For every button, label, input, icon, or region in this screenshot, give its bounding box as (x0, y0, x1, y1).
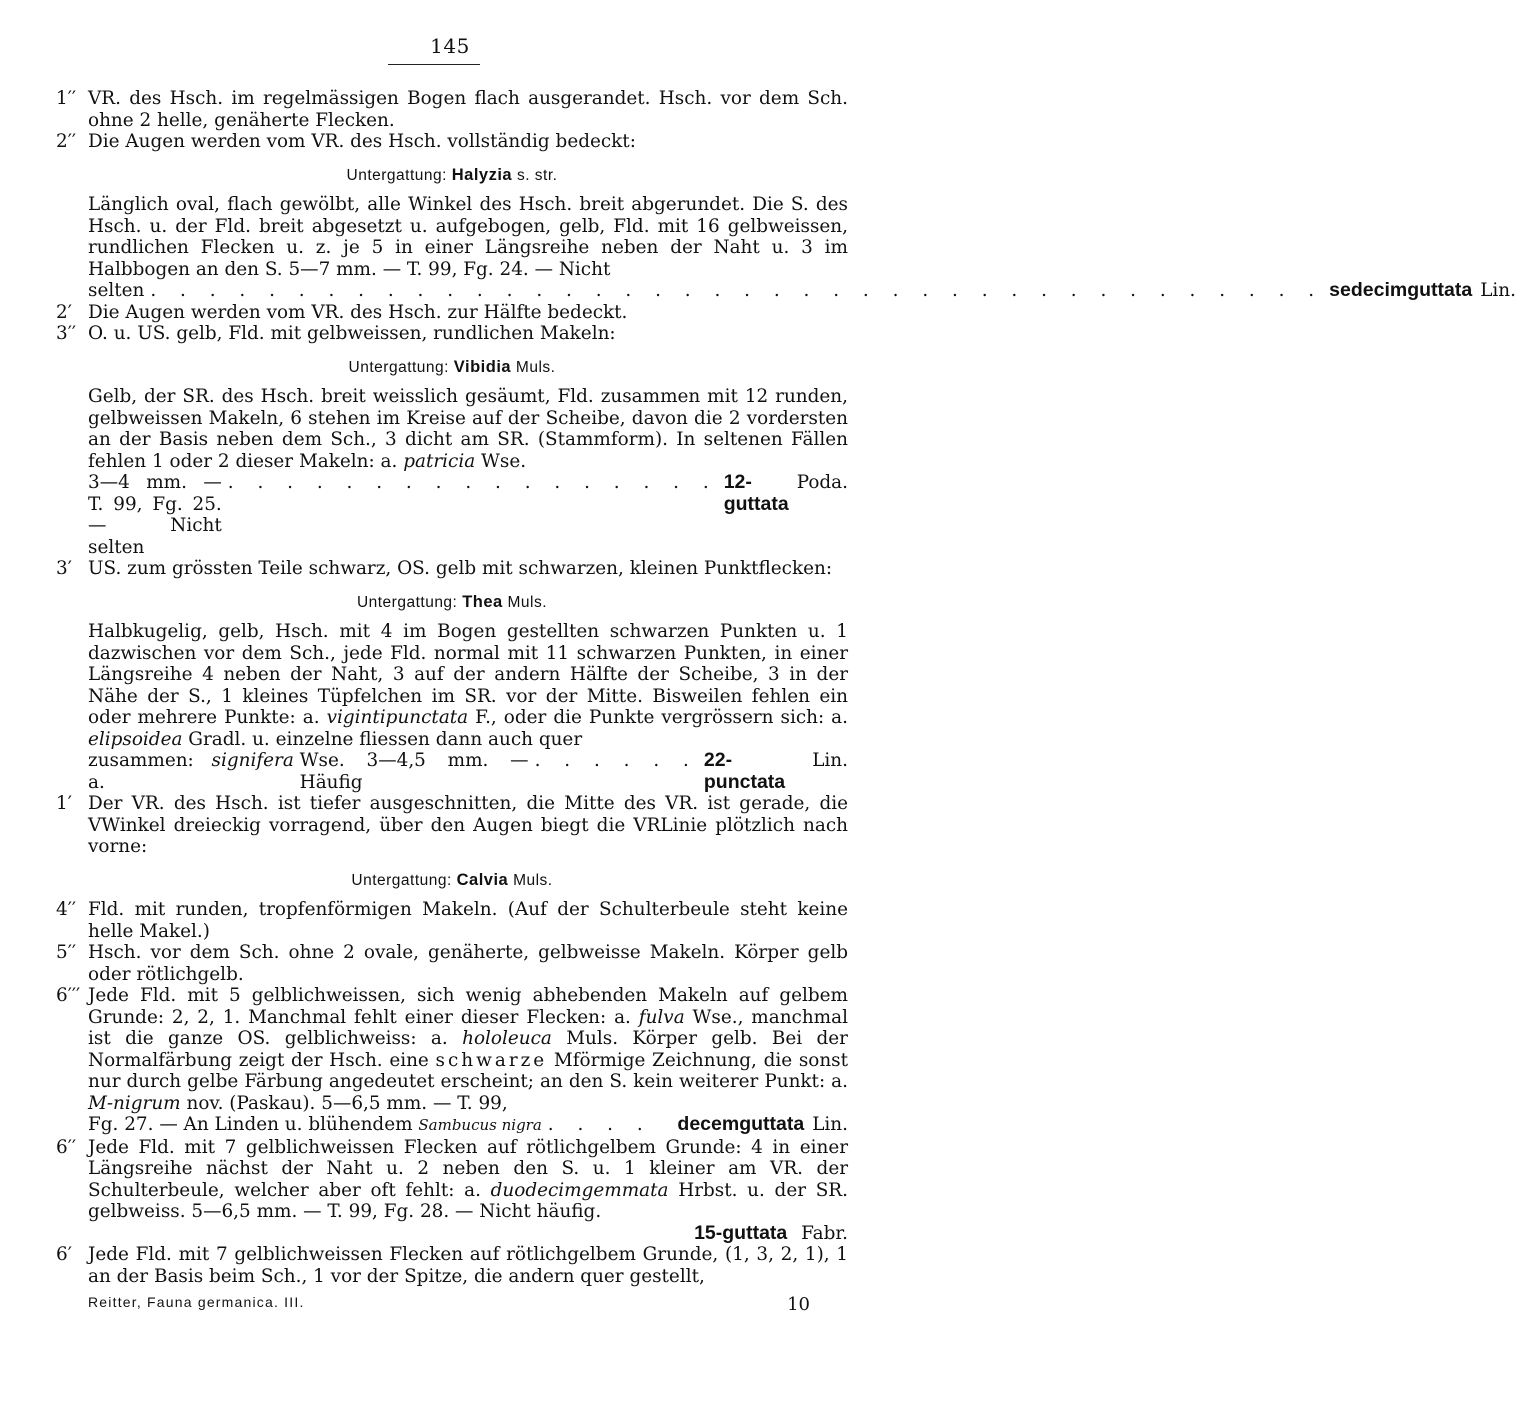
page-body (56, 88, 1516, 1287)
plant-name: Sambucus nigra (418, 1116, 542, 1134)
species-description-vibidia: Gelb, der SR. des Hsch. breit weisslich gesäumt, Fld. zusammen mit 12 runden, gelbweissen Makeln, 6 stehen im Kreise auf der Scheibe, davon die 2 vordersten an der Basis neben dem Sch., 3 dicht am SR. (Stammform). In seltenen Fällen fehlen 1 oder 2 dieser Makeln: a. patricia Wse. 3—4 mm. — T. 99, Fg. 25. — Nicht selten . . . . . . . . . . . . . . . . . 12-guttata Poda. (88, 386, 848, 558)
subgenus-heading-vibidia: Untergattung: Vibidia Muls. (348, 357, 556, 376)
species-name: decemguttata (677, 1113, 805, 1135)
species-author: Lin. (812, 750, 848, 771)
key-number: 3′′ (56, 323, 77, 344)
species-name: sedecimguttata (1329, 279, 1473, 301)
species-author: Poda. (796, 472, 848, 493)
species-description-thea: Halbkugelig, gelb, Hsch. mit 4 im Bogen gestellten schwarzen Punkten u. 1 dazwischen vor dem Sch., jede Fld. normal mit 11 schwarzen Punkten, in einer Längsreihe 4 neben der Naht, 3 auf der andern Hälfte der Scheibe, 3 in der Nähe der S., 1 kleines Tüpfelchen im SR. vor der Mitte. Bisweilen fehlen ein oder mehrere Punkte: a. vigintipunctata F., oder die Punkte vergrössern sich: a. elipsoidea Gradl. u. einzelne fliessen dann auch quer zusammen: a. signifera Wse. 3—4,5 mm. — Häufig . . . . . . 22-punctata Lin. (88, 621, 848, 793)
species-line: selten . . . . . . . . . . . . . . . . . . . . . . . . . . . . . . . . . . . . . . . . sedecimguttata Lin. (88, 279, 1516, 301)
species-author: Lin. (812, 1114, 848, 1135)
key-entry-1 (56, 88, 848, 131)
key-number: 4′′ (56, 899, 77, 920)
species-line (88, 1223, 848, 1245)
key-number: 3′ (56, 558, 72, 579)
species-name: 15-guttata (694, 1221, 788, 1244)
key-text: Hsch. vor dem Sch. ohne 2 ovale, genäherte, gelbweisse Makeln. Körper gelb oder rötlichgelb. (88, 942, 848, 985)
key-entry-3 (56, 302, 848, 324)
key-entry-2 (56, 131, 848, 153)
footer-book-title: Reitter, Fauna germanica. III. (88, 1294, 305, 1310)
page-footer (88, 1294, 810, 1315)
subgenus-heading-thea: Untergattung: Thea Muls. (356, 592, 548, 611)
aberration-name: elipsoidea (88, 728, 183, 750)
subgenus-heading-halyzia: Untergattung: Halyzia s. str. (346, 165, 558, 184)
species-author: Fabr. (801, 1222, 848, 1244)
key-number: 6′ (56, 1244, 72, 1265)
page-number-rule (388, 64, 480, 65)
key-number: 1′ (56, 793, 72, 814)
key-text: Jede Fld. mit 7 gelblichweissen Flecken auf rötlichgelbem Grunde, (1, 3, 2, 1), 1 an der Basis beim Sch., 1 vor der Spitze, die andern quer gestellt, (88, 1244, 848, 1287)
key-text: Der VR. des Hsch. ist tiefer ausgeschnitten, die Mitte des VR. ist gerade, die VWinkel dreieckig vorragend, über den Augen biegt die VRLinie plötzlich nach vorne: (88, 793, 848, 857)
key-entry-7 (56, 899, 848, 942)
subgenus-name: Calvia (456, 870, 509, 889)
key-number: 2′ (56, 301, 72, 323)
key-number: 6′′ (56, 1136, 77, 1158)
aberration-name: vigintipunctata (326, 707, 469, 728)
aberration-name: duodecimgemmata (490, 1179, 669, 1201)
species-line: zusammen: a. signifera Wse. 3—4,5 mm. — Häufig . . . . . . 22-punctata Lin. (88, 749, 848, 793)
species-name: 12-guttata (723, 471, 789, 515)
key-text: O. u. US. gelb, Fld. mit gelbweissen, rundlichen Makeln: (88, 323, 616, 344)
species-name: 22-punctata (703, 749, 786, 793)
key-entry-4 (56, 323, 848, 345)
key-number: 2′′ (56, 131, 77, 152)
subgenus-name: Vibidia (453, 357, 512, 376)
spaced-emphasis: schwarze (435, 1049, 548, 1071)
leader-dots: . . . . . . . . . . . . . . . . . (227, 472, 718, 493)
key-entry-9: 6′′′ Jede Fld. mit 5 gelblichweissen, sich wenig abhebenden Makeln auf gelbem Grunde: 2, 2, 1. Manchmal fehlt einer dieser Flecken: a. fulva Wse., manchmal ist die ganze OS. gelblichweiss: a. hololeuca Muls. Körper gelb. Bei der Normalfärbung zeigt der Hsch. eine schwarze Mförmige Zeichnung, die sonst nur durch gelbe Färbung angedeutet erscheint; an den S. kein weiterer Punkt: a. M-nigrum nov. (Paskau). 5—6,5 mm. — T. 99, Fg. 27. — An Linden u. blühendem Sambucus nigra . . . . decemguttata Lin. (56, 985, 848, 1135)
leader-dots: . . . . (547, 1114, 652, 1135)
key-entry-10: 6′′ Jede Fld. mit 7 gelblichweissen Flecken auf rötlichgelbem Grunde: 4 in einer Längsreihe nächst der Naht u. 2 neben den S. u. 1 kleiner am VR. der Schulterbeule, welcher aber oft fehlt: a. duodecimgemmata Hrbst. u. der SR. gelbweiss. 5—6,5 mm. — T. 99, Fg. 28. — Nicht häufig. 15-guttata Fabr. (56, 1136, 848, 1244)
subgenus-heading-calvia: Untergattung: Calvia Muls. (351, 870, 553, 889)
key-number: 6′′′ (56, 985, 81, 1006)
aberration-name: signifera (211, 750, 294, 771)
key-number: 5′′ (56, 942, 77, 963)
aberration-name: hololeuca (462, 1028, 552, 1049)
species-author: Lin. (1480, 280, 1516, 301)
leader-dots: . . . . . . . . . . . . . . . . . . . . . . . . . . . . . . . . . . . . . . . . (150, 280, 1324, 301)
key-text: US. zum grössten Teile schwarz, OS. gelb mit schwarzen, kleinen Punktflecken: (88, 558, 833, 579)
key-text: Die Augen werden vom VR. des Hsch. zur Hälfte bedeckt. (88, 301, 628, 323)
key-entry-6 (56, 793, 848, 858)
subgenus-name: Thea (462, 592, 503, 611)
key-number: 1′′ (56, 88, 77, 109)
key-text: Fld. mit runden, tropfenförmigen Makeln. (Auf der Schulterbeule steht keine helle Makel.) (88, 899, 848, 942)
key-entry-5 (56, 558, 848, 580)
key-text: VR. des Hsch. im regelmässigen Bogen flach ausgerandet. Hsch. vor dem Sch. ohne 2 helle, genäherte Flecken. (88, 88, 848, 131)
page-number: 145 (430, 34, 470, 58)
key-entry-8 (56, 942, 848, 985)
aberration-name: M-nigrum (88, 1092, 181, 1114)
key-entry-11 (56, 1244, 848, 1287)
species-line: Fg. 27. — An Linden u. blühendem Sambucus nigra . . . . decemguttata Lin. (88, 1113, 848, 1135)
species-line: 3—4 mm. — T. 99, Fg. 25. — Nicht selten . . . . . . . . . . . . . . . . . 12-guttata Poda. (88, 471, 848, 558)
leader-dots: . . . . . . (534, 750, 698, 771)
subgenus-name: Halyzia (451, 165, 513, 184)
key-text: Die Augen werden vom VR. des Hsch. vollständig bedeckt: (88, 131, 636, 152)
aberration-name: fulva (638, 1006, 685, 1028)
aberration-name: patricia (403, 450, 476, 472)
footer-signature-number: 10 (787, 1294, 810, 1315)
species-description-halyzia: Länglich oval, flach gewölbt, alle Winkel des Hsch. breit abgerundet. Die S. des Hsch. u. der Fld. breit abgesetzt u. aufgebogen, gelb, Fld. mit 16 gelbweissen, rundlichen Flecken u. z. je 5 in einer Längsreihe neben der Naht u. 3 im Halbbogen an den S. 5—7 mm. — T. 99, Fg. 24. — Nicht selten . . . . . . . . . . . . . . . . . . . . . . . . . . . . . . . . . . . . . . . . sedecimguttata Lin. (88, 194, 1516, 301)
